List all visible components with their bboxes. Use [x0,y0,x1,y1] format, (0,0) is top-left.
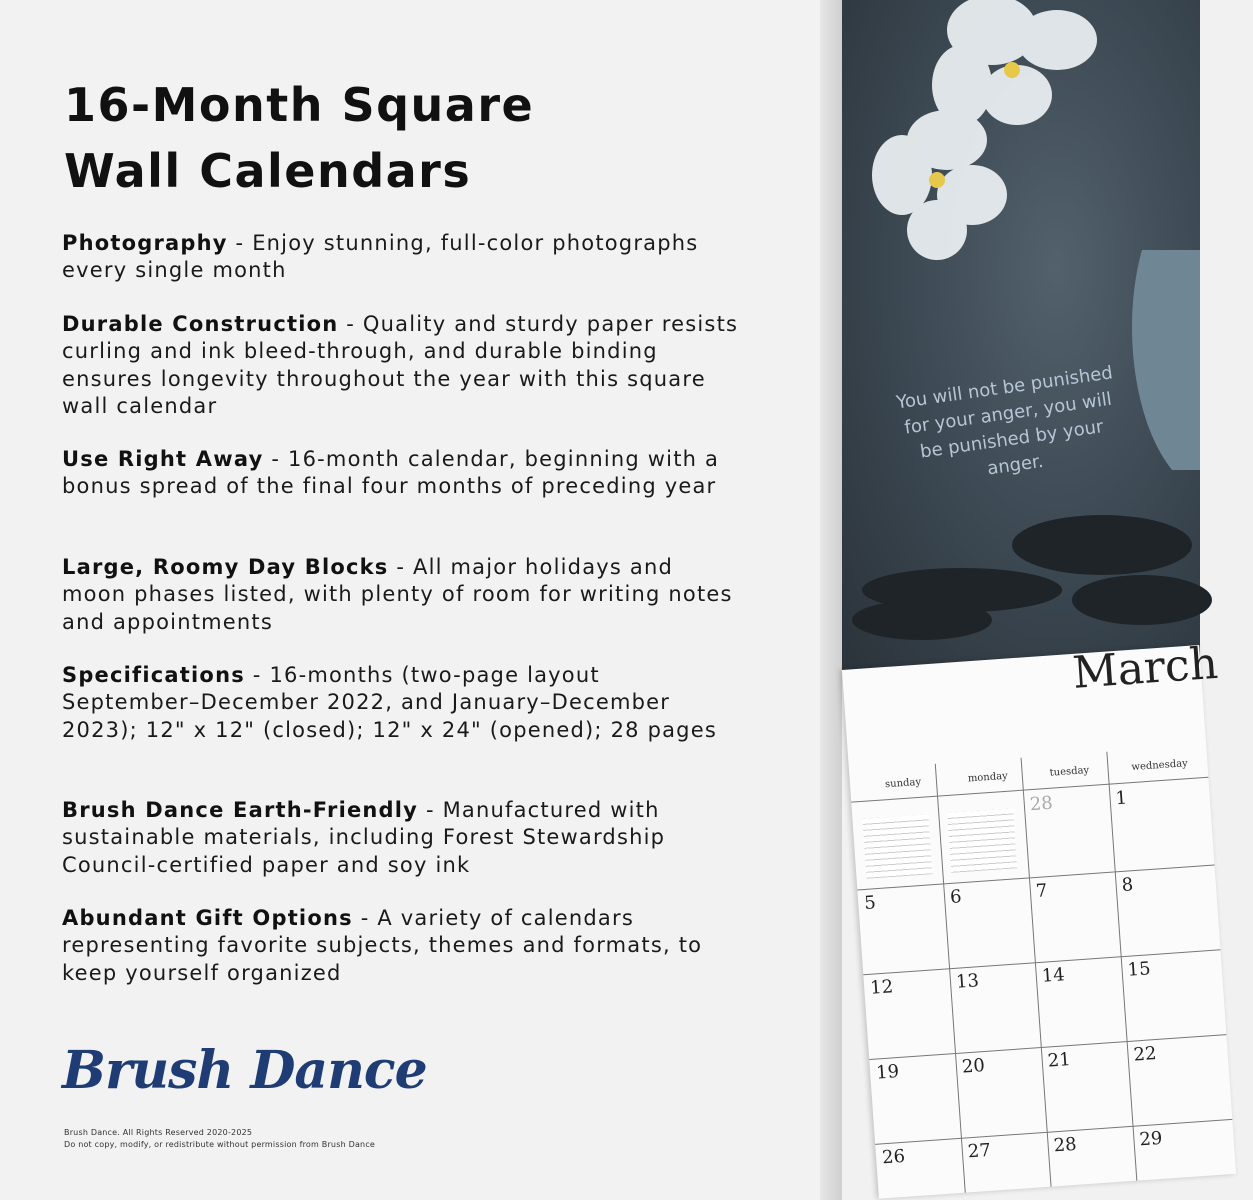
feature-text: - 16-months (two-page layout September–December 2022, and January–December 2023); 12" x 12" (closed); 12" x 24" (opened); 28 pages [62,663,717,742]
day-number: 28 [1029,792,1054,816]
calendar-grid-page [842,637,1236,1199]
feature-day-blocks [62,554,742,636]
calendar-photo [820,0,1220,1200]
copyright-line: Brush Dance. All Rights Reserved 2020-2025 [64,1128,253,1137]
day-header-sunday: sunday [884,776,922,791]
day-header-tuesday: tuesday [1049,765,1090,779]
day-number: 26 [881,1145,906,1169]
day-number: 14 [1041,964,1066,987]
feature-title: Large, Roomy Day Blocks [62,555,389,579]
feature-text: - A variety of calendars representing favorite subjects, themes and formats, to keep yourself organized [62,906,703,985]
feature-title: Use Right Away [62,447,264,471]
feature-text: - Manufactured with sustainable materials, including Forest Stewardship Council-certified paper and soy ink [62,798,666,877]
day-number: 5 [863,892,877,914]
feature-durable-construction [62,311,742,420]
feature-title: Durable Construction [62,312,339,336]
day-number: 19 [875,1061,900,1084]
day-number: 29 [1138,1127,1164,1151]
feature-title: Abundant Gift Options [62,906,353,930]
day-number: 6 [949,886,963,908]
feature-text: - All major holidays and moon phases listed, with plenty of room for writing notes and appointments [62,555,733,634]
feature-text: - 16-month calendar, beginning with a bonus spread of the final four months of preceding year [62,447,720,499]
feature-title: Photography [62,231,228,255]
feature-title: Specifications [62,663,245,687]
day-header-monday: monday [967,770,1009,785]
day-number: 7 [1035,880,1049,902]
mini-calendar-april [947,808,1017,872]
feature-earth-friendly [62,797,742,879]
feature-use-right-away [62,446,742,501]
day-number: 1 [1114,787,1128,810]
page-title: 16-Month Square Wall Calendars [64,78,535,198]
day-number: 12 [869,976,894,999]
month-title: March [1071,637,1220,699]
feature-text: - Enjoy stunning, full-color photographs every single month [62,231,699,283]
feature-text: - Quality and sturdy paper resists curling and ink bleed-through, and durable binding ensures longevity throughout the year with this square wall calendar [62,312,739,418]
day-number: 13 [955,970,980,993]
brush-dance-logo: Brush Dance [62,1040,427,1101]
feature-gift-options [62,905,742,987]
calendar-quote: You will not be punished for your anger, you will be punished by your anger. [895,362,1114,480]
feature-photography [62,230,742,285]
copy-notice: Do not copy, modify, or redistribute without permission from Brush Dance [64,1140,376,1149]
day-number: 20 [961,1055,986,1078]
feature-title: Brush Dance Earth-Friendly [62,798,419,822]
day-number: 28 [1052,1133,1078,1157]
day-number: 8 [1120,874,1134,896]
day-number: 21 [1047,1049,1072,1072]
feature-specifications [62,662,742,744]
day-number: 22 [1132,1043,1158,1066]
calendar-image [842,0,1200,670]
day-number: 15 [1126,958,1152,981]
day-number: 27 [967,1139,992,1163]
binding-edge [820,0,842,1200]
day-header-wednesday: wednesday [1131,758,1189,774]
mini-calendar-february [862,814,932,878]
orchid-zen-image [842,0,1200,670]
